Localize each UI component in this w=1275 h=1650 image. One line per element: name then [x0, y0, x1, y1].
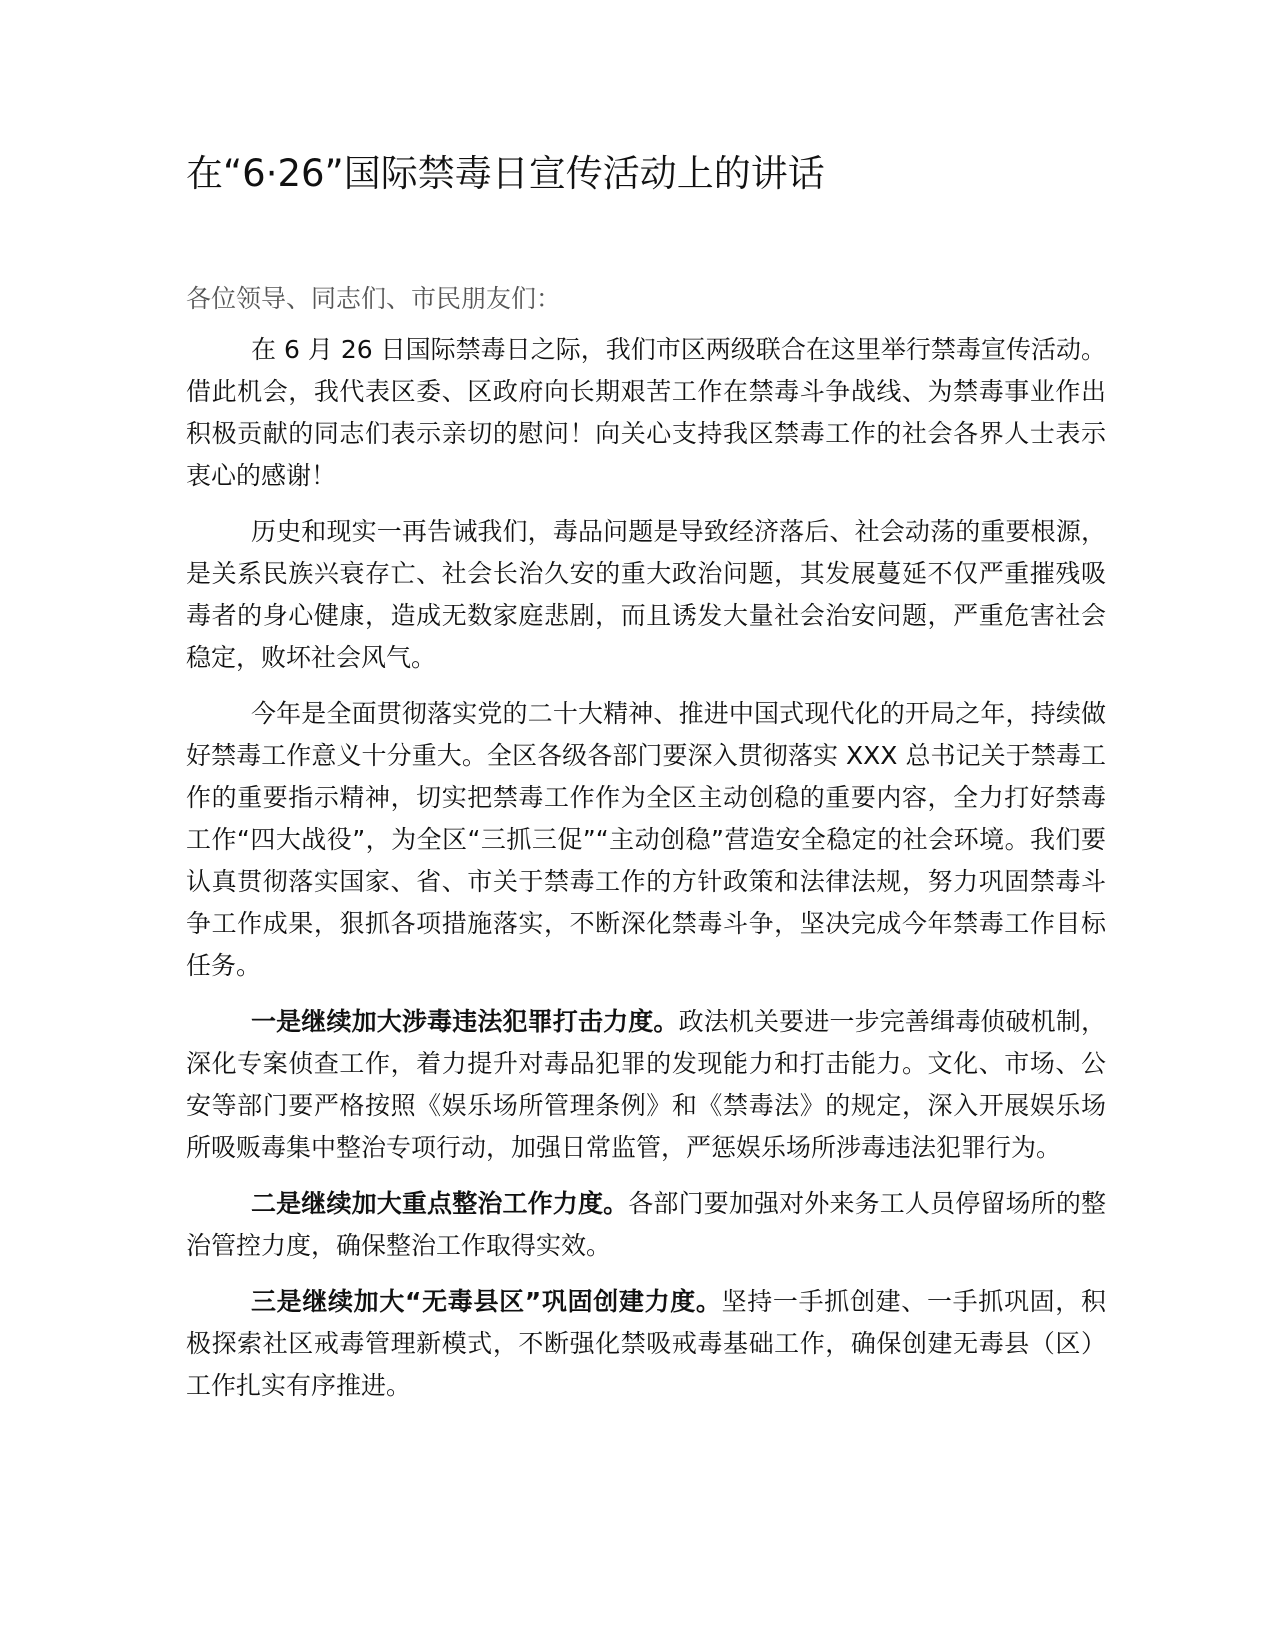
paragraph-lead: 三是继续加大“无毒县区”巩固创建力度。 — [251, 1287, 722, 1316]
paragraph-point-three — [186, 1281, 1106, 1407]
paragraph-text: 历史和现实一再告诫我们，毒品问题是导致经济落后、社会动荡的重要根源，是关系民族兴衰存亡、社会长治久安的重大政治问题，其发展蔓延不仅严重摧残吸毒者的身心健康，造成无数家庭悲剧，而且诱发大量社会治安问题，严重危害社会稳定，败坏社会风气。 — [186, 517, 1106, 672]
paragraph-this-year — [186, 693, 1106, 987]
salutation: 各位领导、同志们、市民朋友们： — [186, 284, 562, 313]
paragraph-lead: 一是继续加大涉毒违法犯罪打击力度。 — [251, 1007, 679, 1036]
paragraph-point-two — [186, 1183, 1106, 1267]
paragraph-text: 今年是全面贯彻落实党的二十大精神、推进中国式现代化的开局之年，持续做好禁毒工作意义十分重大。全区各级各部门要深入贯彻落实 XXX 总书记关于禁毒工作的重要指示精神，切实把禁毒工作作为全区主动创稳的重要内容，全力打好禁毒工作“四大战役”，为全区“三抓三促”“主动创稳”营造安全稳定的社会环境。我们要认真贯彻落实国家、省、市关于禁毒工作的方针政策和法律法规，努力巩固禁毒斗争工作成果，狠抓各项措施落实，不断深化禁毒斗争，坚决完成今年禁毒工作目标任务。 — [186, 699, 1106, 980]
paragraph-text: 坚持一手抓创建、一手抓巩固，积极探索社区戒毒管理新模式，不断强化禁吸戒毒基础工作，确保创建无毒县（区）工作扎实有序推进。 — [186, 1287, 1106, 1400]
document-body — [186, 276, 1106, 1421]
paragraph-text: 各部门要加强对外来务工人员停留场所的整治管控力度，确保整治工作取得实效。 — [186, 1189, 1106, 1260]
paragraph-greeting — [186, 329, 1106, 497]
paragraph-point-one — [186, 1001, 1106, 1169]
paragraph-lead: 二是继续加大重点整治工作力度。 — [251, 1189, 629, 1218]
paragraph-text: 政法机关要进一步完善缉毒侦破机制，深化专案侦查工作，着力提升对毒品犯罪的发现能力和打击能力。文化、市场、公安等部门要严格按照《娱乐场所管理条例》和《禁毒法》的规定，深入开展娱乐场所吸贩毒集中整治专项行动，加强日常监管，严惩娱乐场所涉毒违法犯罪行为。 — [186, 1007, 1106, 1162]
paragraph-history — [186, 511, 1106, 679]
paragraph-text: 在 6 月 26 日国际禁毒日之际，我们市区两级联合在这里举行禁毒宣传活动。借此机会，我代表区委、区政府向长期艰苦工作在禁毒斗争战线、为禁毒事业作出积极贡献的同志们表示亲切的慰问！向关心支持我区禁毒工作的社会各界人士表示衷心的感谢！ — [186, 335, 1106, 490]
document-title: 在“6·26”国际禁毒日宣传活动上的讲话 — [186, 152, 825, 195]
